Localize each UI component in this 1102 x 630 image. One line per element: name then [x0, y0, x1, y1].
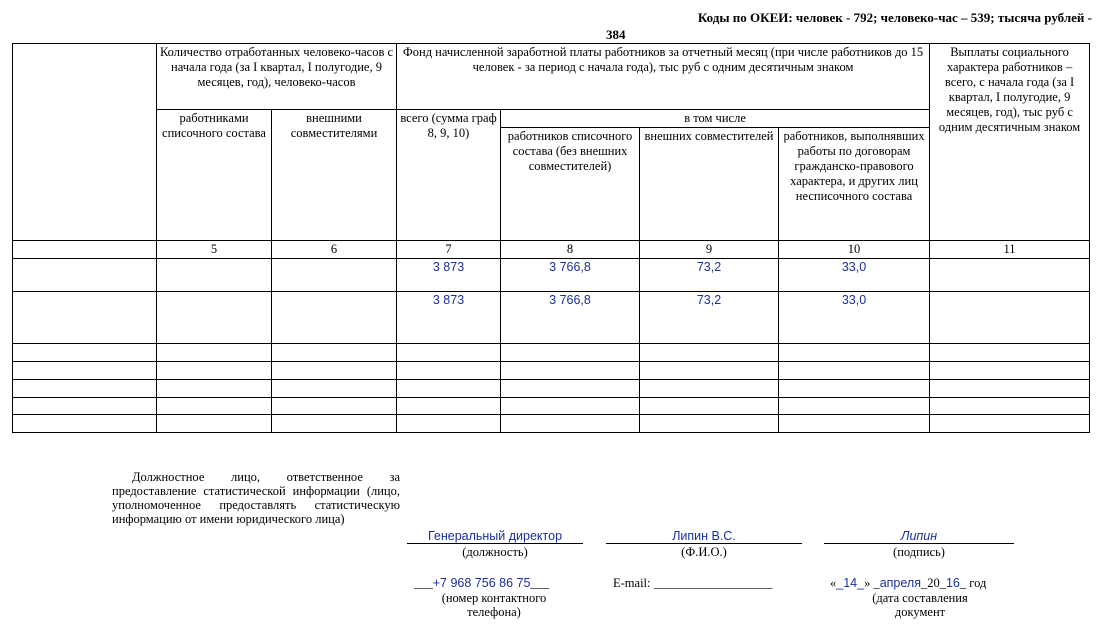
signature-label: (подпись)	[893, 545, 945, 559]
col-number: 11	[930, 241, 1090, 259]
col-number	[13, 241, 157, 259]
fund-external-header: внешних совместителей	[640, 128, 779, 241]
table-row	[13, 259, 1090, 292]
phone-field[interactable]: ___+7 968 756 86 75___	[414, 576, 550, 590]
email-field[interactable]: E-mail: ___________________	[613, 576, 773, 590]
date-label: (дата составления документ	[872, 591, 968, 619]
date-month: апреля	[879, 576, 921, 590]
position-field[interactable]: Генеральный директор	[407, 529, 583, 544]
col-number: 7	[397, 241, 501, 259]
okei-codes-continued: 384	[606, 27, 626, 42]
official-description: Должностное лицо, ответственное за предоставление статистической информации (лицо, уполномоченное предоставлять статистическую информацию от имени юридического лица)	[112, 470, 400, 526]
date-field[interactable]: «_14_» _апреля_20_16_ год	[830, 576, 987, 590]
col-number: 10	[779, 241, 930, 259]
phone-label: (номер контактного телефона)	[441, 591, 547, 619]
fund-total-header: всего (сумма граф 8, 9, 10)	[397, 110, 501, 241]
table-row-empty	[13, 398, 1090, 415]
name-label: (Ф.И.О.)	[681, 545, 727, 559]
fund-contract-cell[interactable]: 33,0	[779, 259, 930, 292]
hours-external-header: внешними совместителями	[272, 110, 397, 241]
fund-total-cell[interactable]: 3 873	[397, 292, 501, 344]
name-field[interactable]: Липин В.С.	[606, 529, 802, 544]
fund-external-cell[interactable]: 73,2	[640, 259, 779, 292]
fund-total-cell[interactable]: 3 873	[397, 259, 501, 292]
phone-value: +7 968 756 86 75	[432, 576, 531, 590]
hours-staff-header: работниками списочного состава	[157, 110, 272, 241]
col-number: 8	[501, 241, 640, 259]
table-row	[13, 292, 1090, 344]
fund-staff-cell[interactable]: 3 766,8	[501, 292, 640, 344]
social-payments-header: Выплаты социального характера работников – всего, с начала года (за I квартал, I полугодие, 9 месяцев, год), тыс руб с одним десятичным знаком	[930, 44, 1090, 241]
date-year: 16	[945, 576, 960, 590]
fund-staff-header: работников списочного состава (без внешних совместителей)	[501, 128, 640, 241]
table-row-empty	[13, 362, 1090, 380]
fund-contract-cell[interactable]: 33,0	[779, 292, 930, 344]
hours-group-header: Количество отработанных человеко-часов с начала года (за I квартал, I полугодие, 9 месяцев, год), человеко-часов	[157, 44, 397, 110]
fund-contract-header: работников, выполнявших работы по договорам гражданско-правового характера, и других лиц несписочного состава	[779, 128, 930, 241]
signature-field[interactable]: Липин	[824, 529, 1014, 544]
table-row-empty	[13, 380, 1090, 398]
table-row-empty	[13, 415, 1090, 433]
fund-including-header: в том числе	[501, 110, 930, 128]
row-label-header	[13, 44, 157, 241]
okei-codes: Коды по ОКЕИ: человек - 792; человеко-час – 539; тысяча рублей -	[697, 10, 1092, 25]
table-row-empty	[13, 344, 1090, 362]
col-number: 5	[157, 241, 272, 259]
date-day: _14_	[836, 576, 865, 590]
fund-group-header: Фонд начисленной заработной платы работников за отчетный месяц (при числе работников до 15 человек - за период с начала года), тыс руб с одним десятичным знаком	[397, 44, 930, 110]
report-table	[12, 43, 1090, 433]
fund-external-cell[interactable]: 73,2	[640, 292, 779, 344]
col-number: 6	[272, 241, 397, 259]
col-number: 9	[640, 241, 779, 259]
fund-staff-cell[interactable]: 3 766,8	[501, 259, 640, 292]
position-label: (должность)	[462, 545, 528, 559]
